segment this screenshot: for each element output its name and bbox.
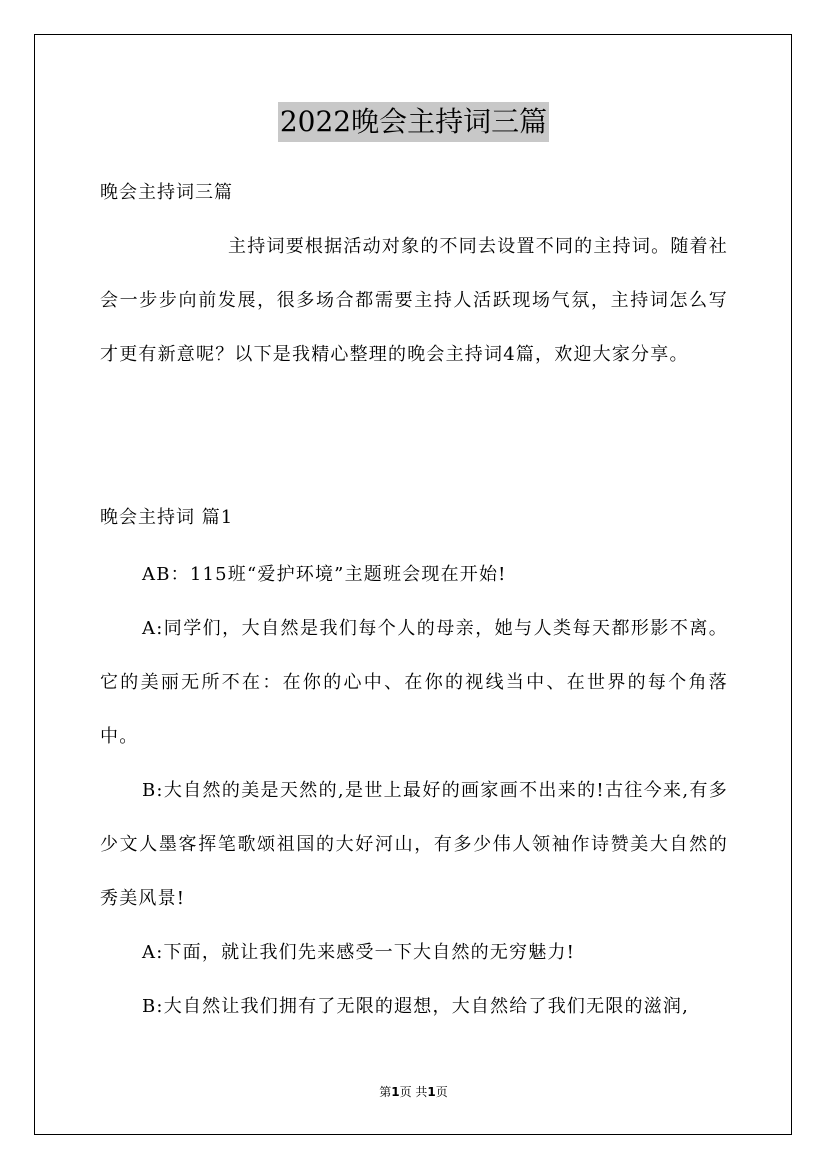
footer-page-number: 1 [391,1085,400,1099]
footer-total-prefix: 共 [415,1085,428,1099]
page-footer [0,1082,827,1102]
footer-page-suffix: 页 [399,1085,412,1099]
document-subtitle: 晚会主持词三篇 [100,182,233,203]
footer-total-suffix: 页 [435,1085,448,1099]
intro-paragraph: 主持词要根据活动对象的不同去设置不同的主持词。随着社会一步步向前发展，很多场合都需要主持人活跃现场气氛，主持词怎么写才更有新意呢？以下是我精心整理的晚会主持词4篇，欢迎大家分享。 [100,236,728,365]
document-title: 2022晚会主持词三篇 [278,102,549,142]
dialog-paragraph: A:下面，就让我们先来感受一下大自然的无穷魅力! [142,942,576,963]
title-container [0,102,827,142]
dialog-paragraph: AB：115班“爱护环境”主题班会现在开始! [142,564,507,585]
dialog-paragraph: B:大自然让我们拥有了无限的遐想，大自然给了我们无限的滋润, [142,996,690,1017]
dialog-paragraph: A:同学们，大自然是我们每个人的母亲，她与人类每天都形影不离。它的美丽无所不在：在你的心中、在你的视线当中、在世界的每个角落中。 [100,618,728,747]
footer-prefix: 第 [379,1085,392,1099]
dialog-body [100,548,728,1034]
footer-total-pages: 1 [427,1085,436,1099]
section-heading: 晚会主持词 篇1 [100,507,234,528]
dialog-paragraph: B:大自然的美是天然的,是世上最好的画家画不出来的!古往今来,有多少文人墨客挥笔歌颂祖国的大好河山，有多少伟人领袖作诗赞美大自然的秀美风景! [100,780,728,909]
